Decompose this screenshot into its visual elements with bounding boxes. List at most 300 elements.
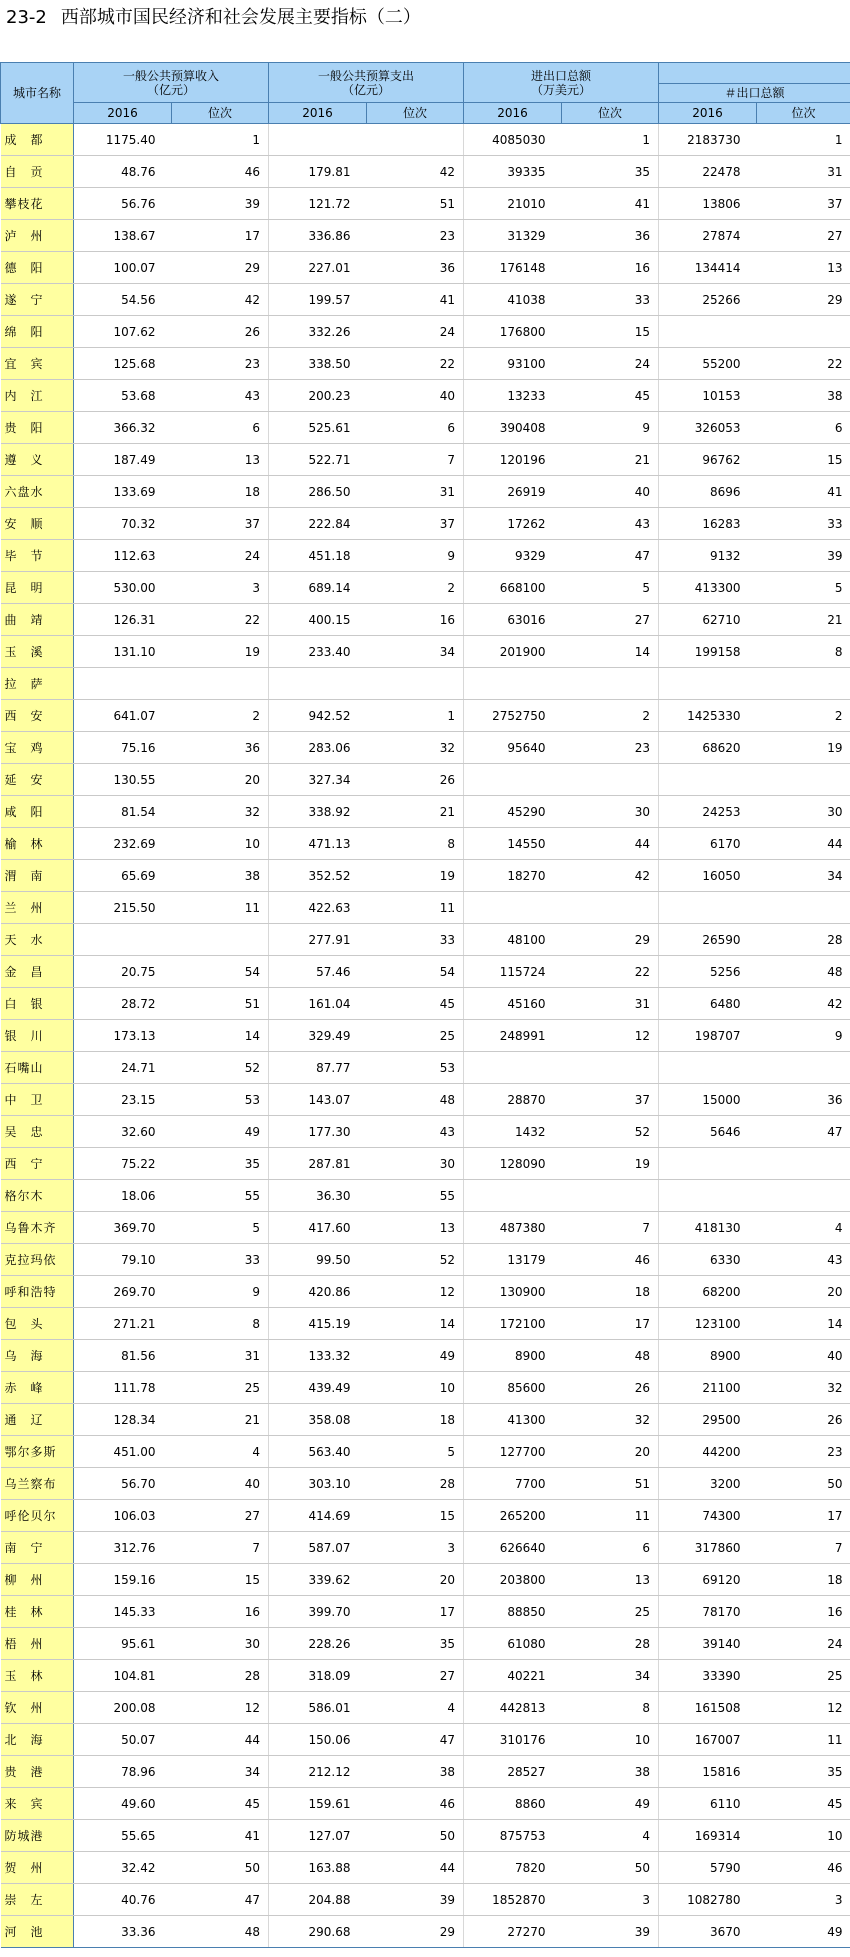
header-export-year: 2016 bbox=[659, 103, 757, 124]
trade-rank-cell: 40 bbox=[562, 476, 659, 508]
table-row bbox=[1, 572, 850, 604]
revenue-rank-cell: 9 bbox=[172, 1276, 269, 1308]
trade-rank-cell: 41 bbox=[562, 188, 659, 220]
city-name-cell: 安 顺 bbox=[1, 508, 74, 540]
trade-rank-cell: 30 bbox=[562, 796, 659, 828]
city-name-cell: 延 安 bbox=[1, 764, 74, 796]
trade-cell: 120196 bbox=[464, 444, 562, 476]
revenue-cell: 451.00 bbox=[74, 1436, 172, 1468]
expenditure-cell: 420.86 bbox=[269, 1276, 367, 1308]
header-revenue-year: 2016 bbox=[74, 103, 172, 124]
revenue-rank-cell: 52 bbox=[172, 1052, 269, 1084]
export-cell: 1082780 bbox=[659, 1884, 757, 1916]
revenue-cell: 70.32 bbox=[74, 508, 172, 540]
expenditure-cell: 303.10 bbox=[269, 1468, 367, 1500]
revenue-cell: 312.76 bbox=[74, 1532, 172, 1564]
revenue-cell bbox=[74, 668, 172, 700]
table-row bbox=[1, 988, 850, 1020]
trade-cell bbox=[464, 1180, 562, 1212]
revenue-cell: 130.55 bbox=[74, 764, 172, 796]
city-name-cell: 曲 靖 bbox=[1, 604, 74, 636]
revenue-cell: 133.69 bbox=[74, 476, 172, 508]
trade-rank-cell: 24 bbox=[562, 348, 659, 380]
expenditure-cell: 150.06 bbox=[269, 1724, 367, 1756]
table-row bbox=[1, 252, 850, 284]
trade-cell: 41038 bbox=[464, 284, 562, 316]
trade-cell: 45290 bbox=[464, 796, 562, 828]
expenditure-cell: 177.30 bbox=[269, 1116, 367, 1148]
trade-cell: 203800 bbox=[464, 1564, 562, 1596]
table-row bbox=[1, 444, 850, 476]
trade-cell: 31329 bbox=[464, 220, 562, 252]
city-name-cell: 西 安 bbox=[1, 700, 74, 732]
city-name-cell: 贵 阳 bbox=[1, 412, 74, 444]
trade-rank-cell: 51 bbox=[562, 1468, 659, 1500]
revenue-cell: 81.56 bbox=[74, 1340, 172, 1372]
expenditure-rank-cell: 33 bbox=[367, 924, 464, 956]
city-name-cell: 格尔木 bbox=[1, 1180, 74, 1212]
table-row bbox=[1, 1756, 850, 1788]
revenue-rank-cell: 40 bbox=[172, 1468, 269, 1500]
export-rank-cell bbox=[757, 1052, 850, 1084]
expenditure-rank-cell: 36 bbox=[367, 252, 464, 284]
export-rank-cell: 15 bbox=[757, 444, 850, 476]
table-row bbox=[1, 1788, 850, 1820]
table-row bbox=[1, 796, 850, 828]
expenditure-rank-cell: 38 bbox=[367, 1756, 464, 1788]
export-rank-cell: 47 bbox=[757, 1116, 850, 1148]
export-rank-cell: 40 bbox=[757, 1340, 850, 1372]
export-cell bbox=[659, 764, 757, 796]
export-rank-cell: 31 bbox=[757, 156, 850, 188]
expenditure-cell: 212.12 bbox=[269, 1756, 367, 1788]
expenditure-cell: 338.50 bbox=[269, 348, 367, 380]
export-cell: 3670 bbox=[659, 1916, 757, 1948]
revenue-rank-cell: 24 bbox=[172, 540, 269, 572]
city-name-cell: 玉 溪 bbox=[1, 636, 74, 668]
table-row bbox=[1, 1596, 850, 1628]
export-rank-cell: 37 bbox=[757, 188, 850, 220]
trade-cell: 176148 bbox=[464, 252, 562, 284]
export-cell: 69120 bbox=[659, 1564, 757, 1596]
revenue-rank-cell: 53 bbox=[172, 1084, 269, 1116]
export-rank-cell bbox=[757, 316, 850, 348]
city-name-cell: 成 都 bbox=[1, 124, 74, 156]
expenditure-cell: 400.15 bbox=[269, 604, 367, 636]
export-rank-cell: 27 bbox=[757, 220, 850, 252]
table-row bbox=[1, 540, 850, 572]
trade-rank-cell: 50 bbox=[562, 1852, 659, 1884]
city-name-cell: 攀枝花 bbox=[1, 188, 74, 220]
export-rank-cell bbox=[757, 1148, 850, 1180]
export-cell bbox=[659, 316, 757, 348]
expenditure-rank-cell: 50 bbox=[367, 1820, 464, 1852]
expenditure-cell: 290.68 bbox=[269, 1916, 367, 1948]
trade-rank-cell: 11 bbox=[562, 1500, 659, 1532]
revenue-rank-cell: 42 bbox=[172, 284, 269, 316]
trade-cell bbox=[464, 764, 562, 796]
expenditure-rank-cell: 31 bbox=[367, 476, 464, 508]
revenue-rank-cell: 4 bbox=[172, 1436, 269, 1468]
expenditure-rank-cell bbox=[367, 668, 464, 700]
revenue-rank-cell: 36 bbox=[172, 732, 269, 764]
export-rank-cell bbox=[757, 668, 850, 700]
expenditure-cell: 399.70 bbox=[269, 1596, 367, 1628]
table-row bbox=[1, 1212, 850, 1244]
revenue-rank-cell: 23 bbox=[172, 348, 269, 380]
revenue-cell: 32.60 bbox=[74, 1116, 172, 1148]
header-export-rank: 位次 bbox=[757, 103, 850, 124]
table-row bbox=[1, 1564, 850, 1596]
trade-rank-cell: 6 bbox=[562, 1532, 659, 1564]
trade-rank-cell: 12 bbox=[562, 1020, 659, 1052]
expenditure-cell: 87.77 bbox=[269, 1052, 367, 1084]
expenditure-cell: 233.40 bbox=[269, 636, 367, 668]
trade-cell: 668100 bbox=[464, 572, 562, 604]
expenditure-cell: 199.57 bbox=[269, 284, 367, 316]
expenditure-cell: 451.18 bbox=[269, 540, 367, 572]
export-cell: 8900 bbox=[659, 1340, 757, 1372]
export-rank-cell bbox=[757, 892, 850, 924]
trade-cell: 26919 bbox=[464, 476, 562, 508]
trade-rank-cell: 35 bbox=[562, 156, 659, 188]
expenditure-cell: 99.50 bbox=[269, 1244, 367, 1276]
trade-cell: 7700 bbox=[464, 1468, 562, 1500]
export-cell: 29500 bbox=[659, 1404, 757, 1436]
export-rank-cell: 36 bbox=[757, 1084, 850, 1116]
revenue-rank-cell bbox=[172, 924, 269, 956]
expenditure-rank-cell: 21 bbox=[367, 796, 464, 828]
trade-cell: 63016 bbox=[464, 604, 562, 636]
export-rank-cell: 29 bbox=[757, 284, 850, 316]
table-row bbox=[1, 892, 850, 924]
trade-cell: 310176 bbox=[464, 1724, 562, 1756]
export-rank-cell: 13 bbox=[757, 252, 850, 284]
export-cell bbox=[659, 1180, 757, 1212]
trade-rank-cell: 28 bbox=[562, 1628, 659, 1660]
trade-cell: 48100 bbox=[464, 924, 562, 956]
expenditure-rank-cell: 35 bbox=[367, 1628, 464, 1660]
expenditure-cell: 204.88 bbox=[269, 1884, 367, 1916]
expenditure-rank-cell: 15 bbox=[367, 1500, 464, 1532]
city-name-cell: 天 水 bbox=[1, 924, 74, 956]
export-cell: 6170 bbox=[659, 828, 757, 860]
expenditure-cell: 336.86 bbox=[269, 220, 367, 252]
city-name-cell: 崇 左 bbox=[1, 1884, 74, 1916]
expenditure-rank-cell: 46 bbox=[367, 1788, 464, 1820]
city-name-cell: 桂 林 bbox=[1, 1596, 74, 1628]
expenditure-rank-cell: 18 bbox=[367, 1404, 464, 1436]
revenue-rank-cell: 48 bbox=[172, 1916, 269, 1948]
table-row bbox=[1, 1820, 850, 1852]
trade-cell: 115724 bbox=[464, 956, 562, 988]
table-row bbox=[1, 924, 850, 956]
expenditure-cell: 222.84 bbox=[269, 508, 367, 540]
export-rank-cell: 34 bbox=[757, 860, 850, 892]
trade-cell bbox=[464, 892, 562, 924]
trade-rank-cell bbox=[562, 1052, 659, 1084]
city-name-cell: 北 海 bbox=[1, 1724, 74, 1756]
trade-cell: 17262 bbox=[464, 508, 562, 540]
table-row bbox=[1, 1244, 850, 1276]
expenditure-cell: 417.60 bbox=[269, 1212, 367, 1244]
city-name-cell: 银 川 bbox=[1, 1020, 74, 1052]
table-row bbox=[1, 860, 850, 892]
revenue-rank-cell: 50 bbox=[172, 1852, 269, 1884]
trade-rank-cell: 7 bbox=[562, 1212, 659, 1244]
expenditure-rank-cell: 37 bbox=[367, 508, 464, 540]
trade-rank-cell: 43 bbox=[562, 508, 659, 540]
trade-cell: 18270 bbox=[464, 860, 562, 892]
city-name-cell: 榆 林 bbox=[1, 828, 74, 860]
trade-cell: 390408 bbox=[464, 412, 562, 444]
table-row bbox=[1, 1084, 850, 1116]
city-name-cell: 鄂尔多斯 bbox=[1, 1436, 74, 1468]
trade-cell: 2752750 bbox=[464, 700, 562, 732]
city-name-cell: 自 贡 bbox=[1, 156, 74, 188]
trade-rank-cell: 4 bbox=[562, 1820, 659, 1852]
page-title bbox=[6, 3, 421, 33]
revenue-rank-cell: 5 bbox=[172, 1212, 269, 1244]
revenue-cell: 1175.40 bbox=[74, 124, 172, 156]
trade-rank-cell: 36 bbox=[562, 220, 659, 252]
revenue-rank-cell: 22 bbox=[172, 604, 269, 636]
trade-rank-cell: 52 bbox=[562, 1116, 659, 1148]
revenue-cell: 269.70 bbox=[74, 1276, 172, 1308]
revenue-rank-cell: 15 bbox=[172, 1564, 269, 1596]
table-row bbox=[1, 1852, 850, 1884]
export-cell: 62710 bbox=[659, 604, 757, 636]
export-cell: 13806 bbox=[659, 188, 757, 220]
export-cell: 199158 bbox=[659, 636, 757, 668]
export-cell: 198707 bbox=[659, 1020, 757, 1052]
header-expenditure-year: 2016 bbox=[269, 103, 367, 124]
export-rank-cell: 35 bbox=[757, 1756, 850, 1788]
expenditure-rank-cell: 7 bbox=[367, 444, 464, 476]
expenditure-rank-cell: 4 bbox=[367, 1692, 464, 1724]
city-name-cell: 南 宁 bbox=[1, 1532, 74, 1564]
city-name-cell: 呼和浩特 bbox=[1, 1276, 74, 1308]
export-rank-cell: 10 bbox=[757, 1820, 850, 1852]
table-row bbox=[1, 1692, 850, 1724]
expenditure-rank-cell: 12 bbox=[367, 1276, 464, 1308]
export-cell: 15816 bbox=[659, 1756, 757, 1788]
revenue-cell: 75.16 bbox=[74, 732, 172, 764]
trade-cell: 176800 bbox=[464, 316, 562, 348]
table-title: 西部城市国民经济和社会发展主要指标（二） bbox=[60, 7, 421, 28]
city-name-cell: 贺 州 bbox=[1, 1852, 74, 1884]
table-row bbox=[1, 348, 850, 380]
export-rank-cell: 45 bbox=[757, 1788, 850, 1820]
trade-rank-cell: 22 bbox=[562, 956, 659, 988]
expenditure-cell: 36.30 bbox=[269, 1180, 367, 1212]
revenue-cell: 28.72 bbox=[74, 988, 172, 1020]
revenue-cell: 33.36 bbox=[74, 1916, 172, 1948]
trade-rank-cell: 15 bbox=[562, 316, 659, 348]
city-name-cell: 防城港 bbox=[1, 1820, 74, 1852]
trade-rank-cell: 20 bbox=[562, 1436, 659, 1468]
city-name-cell: 赤 峰 bbox=[1, 1372, 74, 1404]
revenue-cell: 138.67 bbox=[74, 220, 172, 252]
revenue-cell: 106.03 bbox=[74, 1500, 172, 1532]
revenue-rank-cell: 25 bbox=[172, 1372, 269, 1404]
revenue-cell: 54.56 bbox=[74, 284, 172, 316]
expenditure-rank-cell: 39 bbox=[367, 1884, 464, 1916]
city-name-cell: 柳 州 bbox=[1, 1564, 74, 1596]
expenditure-cell: 283.06 bbox=[269, 732, 367, 764]
expenditure-rank-cell: 44 bbox=[367, 1852, 464, 1884]
expenditure-rank-cell: 48 bbox=[367, 1084, 464, 1116]
export-rank-cell: 48 bbox=[757, 956, 850, 988]
expenditure-cell: 327.34 bbox=[269, 764, 367, 796]
revenue-rank-cell: 27 bbox=[172, 1500, 269, 1532]
expenditure-rank-cell: 3 bbox=[367, 1532, 464, 1564]
export-cell: 24253 bbox=[659, 796, 757, 828]
trade-rank-cell bbox=[562, 1180, 659, 1212]
export-rank-cell: 5 bbox=[757, 572, 850, 604]
export-rank-cell: 43 bbox=[757, 1244, 850, 1276]
revenue-rank-cell: 3 bbox=[172, 572, 269, 604]
expenditure-cell: 200.23 bbox=[269, 380, 367, 412]
expenditure-rank-cell: 20 bbox=[367, 1564, 464, 1596]
revenue-cell: 65.69 bbox=[74, 860, 172, 892]
export-cell: 78170 bbox=[659, 1596, 757, 1628]
trade-cell: 40221 bbox=[464, 1660, 562, 1692]
expenditure-rank-cell: 1 bbox=[367, 700, 464, 732]
trade-rank-cell: 26 bbox=[562, 1372, 659, 1404]
trade-cell: 9329 bbox=[464, 540, 562, 572]
revenue-rank-cell: 49 bbox=[172, 1116, 269, 1148]
trade-rank-cell: 21 bbox=[562, 444, 659, 476]
city-name-cell: 宜 宾 bbox=[1, 348, 74, 380]
city-name-cell: 乌鲁木齐 bbox=[1, 1212, 74, 1244]
expenditure-cell: 286.50 bbox=[269, 476, 367, 508]
header-trade-rank: 位次 bbox=[562, 103, 659, 124]
expenditure-rank-cell: 28 bbox=[367, 1468, 464, 1500]
export-cell: 9132 bbox=[659, 540, 757, 572]
export-cell: 6480 bbox=[659, 988, 757, 1020]
table-row bbox=[1, 1308, 850, 1340]
table-row bbox=[1, 1724, 850, 1756]
export-rank-cell: 9 bbox=[757, 1020, 850, 1052]
export-cell: 68200 bbox=[659, 1276, 757, 1308]
table-row bbox=[1, 732, 850, 764]
expenditure-rank-cell: 32 bbox=[367, 732, 464, 764]
expenditure-cell: 228.26 bbox=[269, 1628, 367, 1660]
table-row bbox=[1, 956, 850, 988]
export-cell: 3200 bbox=[659, 1468, 757, 1500]
table-row bbox=[1, 764, 850, 796]
trade-rank-cell: 17 bbox=[562, 1308, 659, 1340]
export-cell bbox=[659, 1052, 757, 1084]
trade-cell: 201900 bbox=[464, 636, 562, 668]
header-trade-year: 2016 bbox=[464, 103, 562, 124]
revenue-cell: 366.32 bbox=[74, 412, 172, 444]
city-name-cell: 宝 鸡 bbox=[1, 732, 74, 764]
city-name-cell: 玉 林 bbox=[1, 1660, 74, 1692]
table-row bbox=[1, 1148, 850, 1180]
expenditure-rank-cell: 54 bbox=[367, 956, 464, 988]
trade-cell: 626640 bbox=[464, 1532, 562, 1564]
trade-rank-cell: 16 bbox=[562, 252, 659, 284]
revenue-rank-cell: 46 bbox=[172, 156, 269, 188]
expenditure-rank-cell bbox=[367, 124, 464, 156]
city-name-cell: 钦 州 bbox=[1, 1692, 74, 1724]
export-rank-cell: 22 bbox=[757, 348, 850, 380]
trade-cell: 875753 bbox=[464, 1820, 562, 1852]
export-rank-cell: 28 bbox=[757, 924, 850, 956]
export-cell: 25266 bbox=[659, 284, 757, 316]
table-row bbox=[1, 1628, 850, 1660]
trade-rank-cell: 45 bbox=[562, 380, 659, 412]
header-trade: 进出口总额 （万美元） bbox=[464, 63, 659, 103]
trade-cell: 14550 bbox=[464, 828, 562, 860]
revenue-rank-cell: 28 bbox=[172, 1660, 269, 1692]
revenue-rank-cell: 47 bbox=[172, 1884, 269, 1916]
expenditure-cell: 358.08 bbox=[269, 1404, 367, 1436]
expenditure-rank-cell: 51 bbox=[367, 188, 464, 220]
export-cell: 44200 bbox=[659, 1436, 757, 1468]
expenditure-rank-cell: 8 bbox=[367, 828, 464, 860]
trade-cell bbox=[464, 668, 562, 700]
trade-rank-cell: 47 bbox=[562, 540, 659, 572]
revenue-cell: 75.22 bbox=[74, 1148, 172, 1180]
expenditure-rank-cell: 55 bbox=[367, 1180, 464, 1212]
expenditure-cell: 121.72 bbox=[269, 188, 367, 220]
trade-rank-cell: 8 bbox=[562, 1692, 659, 1724]
city-name-cell: 昆 明 bbox=[1, 572, 74, 604]
city-name-cell: 毕 节 bbox=[1, 540, 74, 572]
trade-rank-cell: 9 bbox=[562, 412, 659, 444]
revenue-rank-cell: 13 bbox=[172, 444, 269, 476]
revenue-cell: 18.06 bbox=[74, 1180, 172, 1212]
revenue-rank-cell bbox=[172, 668, 269, 700]
expenditure-cell bbox=[269, 124, 367, 156]
revenue-cell: 100.07 bbox=[74, 252, 172, 284]
expenditure-cell: 332.26 bbox=[269, 316, 367, 348]
revenue-cell: 125.68 bbox=[74, 348, 172, 380]
revenue-cell: 95.61 bbox=[74, 1628, 172, 1660]
expenditure-cell: 689.14 bbox=[269, 572, 367, 604]
export-rank-cell: 6 bbox=[757, 412, 850, 444]
revenue-cell: 112.63 bbox=[74, 540, 172, 572]
trade-cell: 130900 bbox=[464, 1276, 562, 1308]
table-row bbox=[1, 412, 850, 444]
city-name-cell: 西 宁 bbox=[1, 1148, 74, 1180]
header-expenditure: 一般公共预算支出 （亿元） bbox=[269, 63, 464, 103]
table-row bbox=[1, 476, 850, 508]
export-cell: 1425330 bbox=[659, 700, 757, 732]
revenue-cell: 32.42 bbox=[74, 1852, 172, 1884]
revenue-cell: 23.15 bbox=[74, 1084, 172, 1116]
expenditure-cell bbox=[269, 668, 367, 700]
trade-rank-cell: 2 bbox=[562, 700, 659, 732]
revenue-rank-cell: 39 bbox=[172, 188, 269, 220]
trade-cell: 61080 bbox=[464, 1628, 562, 1660]
expenditure-cell: 338.92 bbox=[269, 796, 367, 828]
export-cell: 27874 bbox=[659, 220, 757, 252]
table-header bbox=[1, 63, 850, 124]
expenditure-cell: 159.61 bbox=[269, 1788, 367, 1820]
expenditure-cell: 179.81 bbox=[269, 156, 367, 188]
revenue-cell: 40.76 bbox=[74, 1884, 172, 1916]
table-row bbox=[1, 1532, 850, 1564]
expenditure-rank-cell: 47 bbox=[367, 1724, 464, 1756]
expenditure-cell: 563.40 bbox=[269, 1436, 367, 1468]
revenue-cell bbox=[74, 924, 172, 956]
export-cell: 16283 bbox=[659, 508, 757, 540]
trade-rank-cell bbox=[562, 668, 659, 700]
